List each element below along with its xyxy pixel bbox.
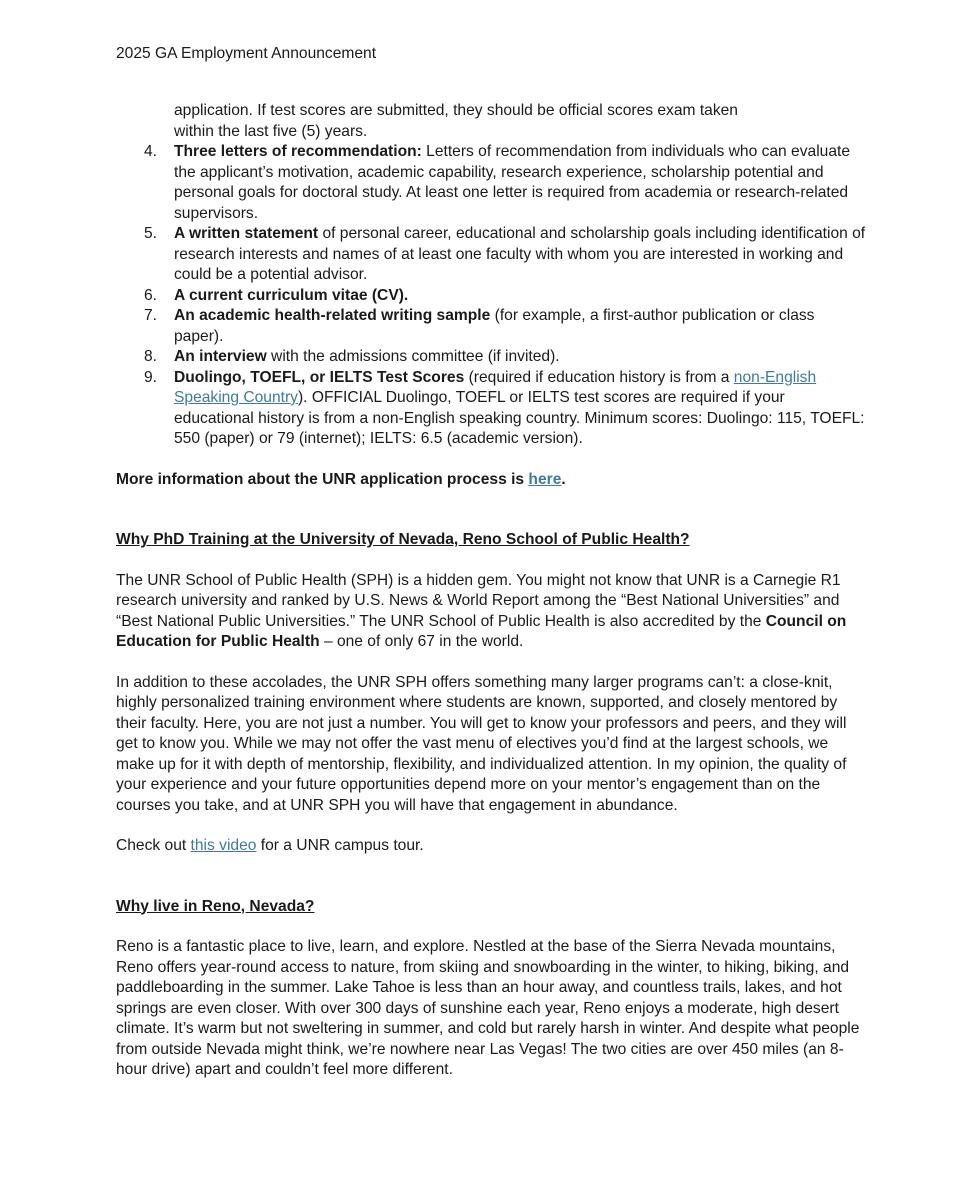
check-text: Check out [116, 837, 191, 854]
list-item [116, 306, 866, 347]
application-process-link[interactable]: here [528, 470, 562, 488]
phd-paragraph-2: In addition to these accolades, the UNR SPH offers something many larger programs can’t: a close-knit, highly personalized training environment where students are known, supported, and closely mentored by their faculty. Here, you are not just a number. You will get to know your professors and peers, and they will get to know you. While we may not offer the vast menu of electives you’d find at the largest schools, we make up for it with depth of mentorship, flexibility, and individualized attention. In my opinion, the quality of your experience and your future opportunities depend more on your mentor’s engagement than on the courses you take, and at UNR SPH you will have that engagement in abundance. [116, 673, 847, 814]
phd-p1-end: – one of only 67 in the world. [319, 633, 524, 650]
requirement-text: ). OFFICIAL Duolingo, TOEFL or IELTS test scores are required if your educational history is from a non-English speaking country. Minimum scores: Duolingo: 115, TOEFL: 550 (paper) or 79 (internet); IELTS: 6.5 (academic version). [174, 389, 865, 447]
requirement-text: (for example, a first-author publication or class paper). [174, 307, 815, 345]
list-item [116, 286, 866, 307]
requirement-title: Duolingo, TOEFL, or IELTS Test Scores [174, 368, 465, 386]
campus-tour-line [116, 836, 866, 857]
list-number: 7. [144, 307, 158, 324]
requirement-title: An academic health-related writing sample [174, 307, 491, 324]
non-english-country-link[interactable]: non-English Speaking Country [174, 368, 817, 406]
reno-paragraph-1: Reno is a fantastic place to live, learn, and explore. Nestled at the base of the Sierra Nevada mountains, Reno offers year-round access to nature, from skiing and snowboarding in the winter, to hiking, biking, and paddleboarding in the summer. Lake Tahoe is less than an hour away, and countless trails, lakes, and hot springs are even closer. With over 300 days of sunshine each year, Reno enjoys a moderate, high desert climate. It’s warm but not sweltering in summer, and cold but rarely harsh in winter. And despite what people from outside Nevada might think, we’re nowhere near Las Vegas! The two cities are over 450 miles (an 8-hour drive) apart and couldn’t feel more different. [116, 938, 860, 1078]
list-item [116, 224, 866, 286]
continuation-text [174, 101, 866, 142]
requirement-title: Three letters of recommendation: [174, 143, 422, 160]
list-number: 4. [144, 143, 158, 160]
phd-paragraph-1 [116, 571, 866, 653]
list-number: 6. [144, 286, 158, 304]
requirement-title: An interview [174, 348, 267, 365]
list-number: 5. [144, 225, 158, 242]
continuation-line-2: within the last five (5) years. [174, 122, 368, 140]
section-heading-phd: Why PhD Training at the University of Nevada, Reno School of Public Health? [116, 531, 690, 548]
requirement-title: A current curriculum vitae (CV). [174, 286, 409, 304]
list-number: 9. [144, 368, 158, 386]
requirement-text: of personal career, educational and scholarship goals including identification of research interests and names of at least one faculty with whom you are interested in working and could be a potential advisor. [174, 225, 866, 283]
phd-p1-text: The UNR School of Public Health (SPH) is a hidden gem. You might not know that UNR is a Carnegie R1 research university and ranked by U.S. News & World Report among the “Best National Universities” and “Best National Public Universities.” The UNR School of Public Health is also accredited by the [116, 571, 841, 630]
section-heading-reno: Why live in Reno, Nevada? [116, 897, 315, 915]
requirement-text: Letters of recommendation from individuals who can evaluate the applicant’s motivation, academic capability, research experience, scholarship potential and personal goals for doctoral study. At least one letter is required from academia or research-related supervisors. [174, 143, 851, 222]
page-header: 2025 GA Employment Announcement [116, 45, 377, 62]
more-info [116, 470, 866, 491]
list-item [116, 368, 866, 450]
ceph-name: Council on Education for Public Health [116, 612, 847, 650]
check-end: for a UNR campus tour. [256, 837, 424, 854]
list-item [116, 347, 866, 368]
requirement-text: with the admissions committee (if invited). [266, 348, 560, 365]
more-info-end: . [561, 470, 566, 488]
campus-video-link[interactable]: this video [190, 837, 257, 854]
list-number: 8. [144, 348, 158, 365]
document-body [116, 101, 866, 1081]
requirement-title: A written statement [174, 225, 319, 242]
more-info-text: More information about the UNR application process is [116, 470, 529, 488]
requirements-list [116, 142, 866, 450]
list-item [116, 142, 866, 224]
continuation-line-1: application. If test scores are submitted, they should be official scores exam taken [174, 102, 738, 119]
requirement-text: (required if education history is from a [464, 368, 734, 386]
